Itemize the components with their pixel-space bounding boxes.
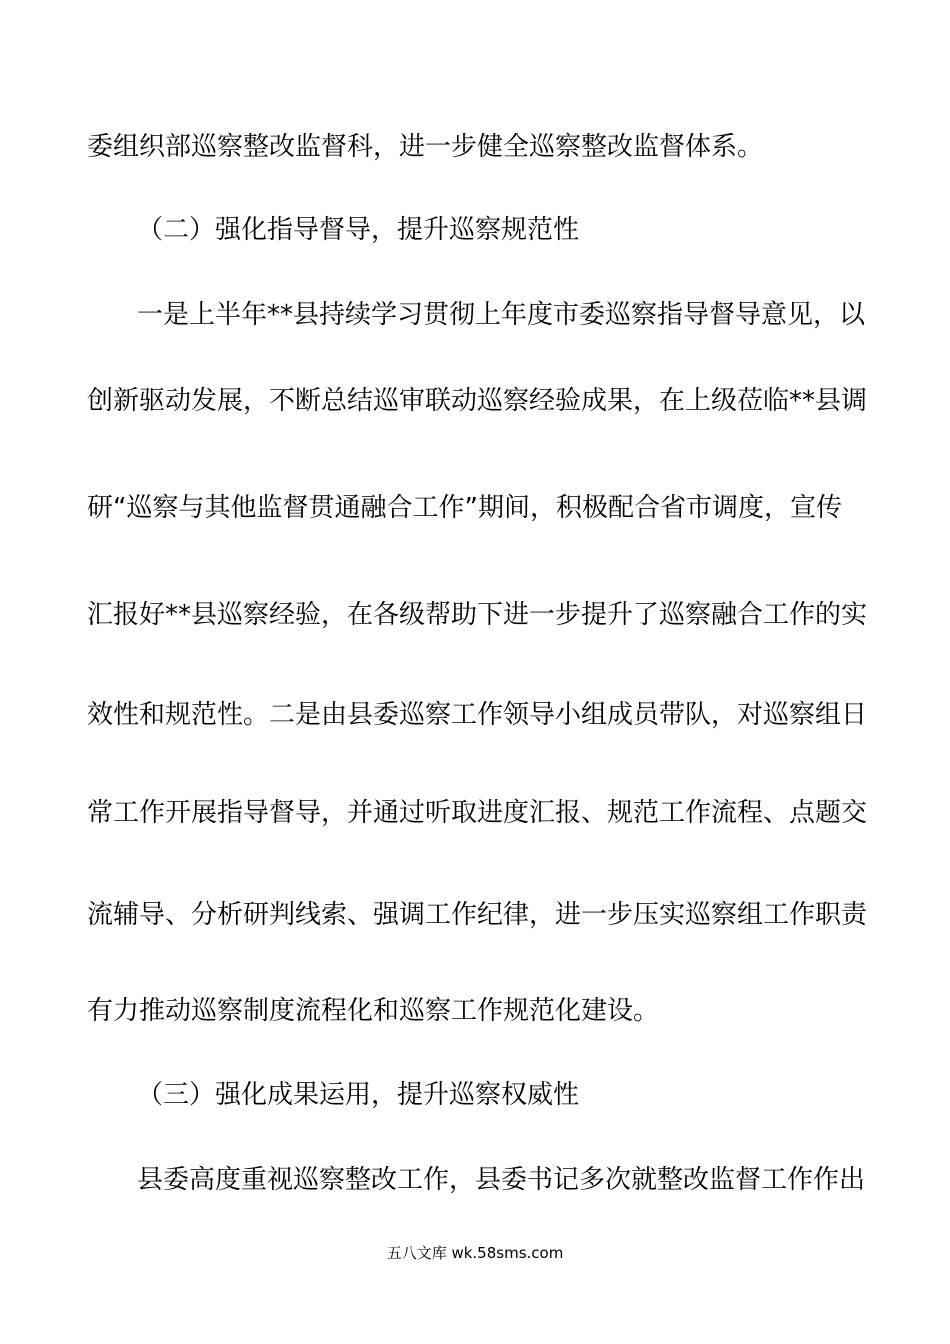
paragraph-line: 研“巡察与其他监督贯通融合工作”期间，积极配合省市调度，宣传 xyxy=(87,493,842,523)
section-heading: （二）强化指导督导，提升巡察规范性 xyxy=(137,215,580,245)
paragraph-line: 创新驱动发展，不断总结巡审联动巡察经验成果，在上级莅临**县调 xyxy=(87,386,868,416)
paragraph-line: 委组织部巡察整改监督科，进一步健全巡察整改监督体系。 xyxy=(87,132,764,162)
paragraph-line: 常工作开展指导督导，并通过听取进度汇报、规范工作流程、点题交 xyxy=(87,798,868,828)
paragraph-line: 流辅导、分析研判线索、强调工作纪律，进一步压实巡察组工作职责 xyxy=(87,900,868,930)
footer-watermark: 五八文库 wk.58sms.com xyxy=(386,1244,564,1262)
paragraph-line: 汇报好**县巡察经验，在各级帮助下进一步提升了巡察融合工作的实 xyxy=(87,600,868,630)
paragraph-line: 效性和规范性。二是由县委巡察工作领导小组成员带队，对巡察组日 xyxy=(87,700,868,730)
section-heading: （三）强化成果运用，提升巡察权威性 xyxy=(137,1080,580,1110)
paragraph-line: 有力推动巡察制度流程化和巡察工作规范化建设。 xyxy=(87,996,660,1026)
paragraph-line: 县委高度重视巡察整改工作，县委书记多次就整改监督工作作出 xyxy=(137,1165,866,1195)
paragraph-line: 一是上半年**县持续学习贯彻上年度市委巡察指导督导意见，以 xyxy=(137,300,866,330)
